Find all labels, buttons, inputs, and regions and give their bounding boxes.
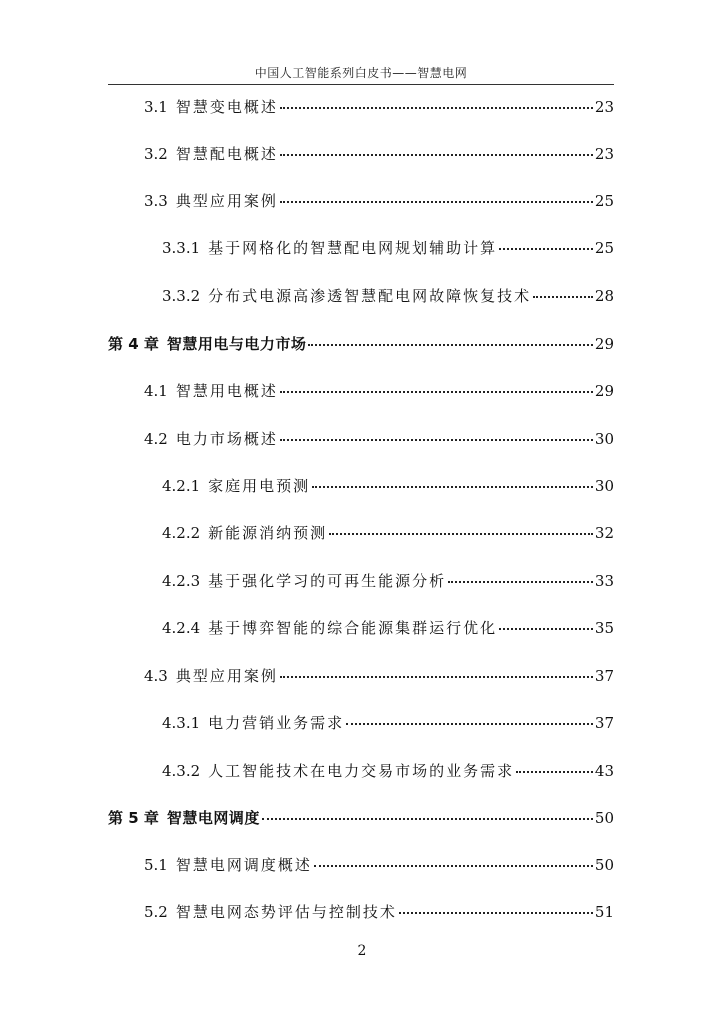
toc-number: 4.3.2	[162, 762, 201, 780]
toc-number: 4.2.4	[162, 619, 201, 637]
toc-title: 电力市场概述	[175, 430, 278, 448]
toc-number: 3.1	[144, 98, 168, 116]
dot-leader	[499, 247, 593, 250]
toc-entry-3-3-1[interactable]	[162, 237, 614, 259]
toc-title: 人工智能技术在电力交易市场的业务需求	[208, 762, 515, 780]
toc-number: 4.2.2	[162, 524, 201, 542]
toc-page: 29	[594, 335, 614, 353]
toc-number: 4.1	[144, 382, 168, 400]
toc-title: 典型应用案例	[175, 192, 278, 210]
toc-title: 家庭用电预测	[208, 477, 311, 495]
dot-leader	[280, 675, 593, 678]
toc-title: 基于博弈智能的综合能源集群运行优化	[208, 619, 498, 637]
toc-number: 第 4 章	[108, 335, 159, 353]
toc-entry-chapter-5[interactable]	[108, 807, 614, 829]
toc-entry-4-3-2[interactable]	[162, 760, 614, 782]
toc-page: 50	[594, 809, 614, 827]
toc-page: 30	[594, 477, 614, 495]
dot-leader	[448, 580, 593, 583]
toc-entry-4-3[interactable]	[144, 665, 614, 687]
dot-leader	[308, 343, 593, 346]
toc-page: 32	[594, 524, 614, 542]
toc-entry-4-2-3[interactable]	[162, 570, 614, 592]
toc-entry-3-1[interactable]	[144, 96, 614, 118]
toc-page: 35	[594, 619, 614, 637]
toc-title: 智慧用电概述	[175, 382, 278, 400]
toc-number: 4.3	[144, 667, 168, 685]
toc-title: 智慧电网态势评估与控制技术	[175, 903, 397, 921]
dot-leader	[499, 627, 593, 630]
toc-entry-chapter-4[interactable]	[108, 333, 614, 355]
toc-number: 4.2	[144, 430, 168, 448]
dot-leader	[533, 295, 593, 298]
toc-page: 50	[594, 856, 614, 874]
toc-number: 3.3	[144, 192, 168, 210]
toc-title: 电力营销业务需求	[208, 714, 345, 732]
toc-entry-4-1[interactable]	[144, 380, 614, 402]
toc-entry-4-3-1[interactable]	[162, 712, 614, 734]
dot-leader	[329, 532, 593, 535]
toc-page: 43	[594, 762, 614, 780]
toc-page: 23	[594, 98, 614, 116]
toc-page: 29	[594, 382, 614, 400]
toc-entry-3-3-2[interactable]	[162, 285, 614, 307]
toc-entry-4-2-1[interactable]	[162, 475, 614, 497]
toc-page: 30	[594, 430, 614, 448]
toc-number: 4.2.3	[162, 572, 201, 590]
toc-title: 典型应用案例	[175, 667, 278, 685]
dot-leader	[280, 200, 593, 203]
toc-entry-5-1[interactable]	[144, 854, 614, 876]
toc-entry-4-2[interactable]	[144, 428, 614, 450]
running-header: 中国人工智能系列白皮书——智慧电网	[254, 66, 468, 80]
dot-leader	[280, 153, 593, 156]
toc-number: 3.2	[144, 145, 168, 163]
toc-number: 3.3.2	[162, 287, 201, 305]
toc-page: 25	[594, 239, 614, 257]
dot-leader	[280, 390, 593, 393]
page-number: 2	[357, 943, 367, 959]
toc-number: 3.3.1	[162, 239, 201, 257]
toc-entry-4-2-4[interactable]	[162, 617, 614, 639]
dot-leader	[262, 817, 593, 820]
toc-title: 分布式电源高渗透智慧配电网故障恢复技术	[208, 287, 532, 305]
dot-leader	[346, 722, 593, 725]
toc-title: 基于网格化的智慧配电网规划辅助计算	[208, 239, 498, 257]
toc-page: 51	[594, 903, 614, 921]
toc-number: 5.2	[144, 903, 168, 921]
toc-number: 4.3.1	[162, 714, 201, 732]
toc-entry-5-2[interactable]	[144, 901, 614, 923]
dot-leader	[280, 106, 593, 109]
toc-number: 4.2.1	[162, 477, 201, 495]
toc-title: 智慧变电概述	[175, 98, 278, 116]
toc-page: 23	[594, 145, 614, 163]
dot-leader	[314, 864, 593, 867]
toc-title: 智慧用电与电力市场	[166, 335, 307, 353]
toc-entry-4-2-2[interactable]	[162, 522, 614, 544]
dot-leader	[399, 911, 593, 914]
toc-title: 新能源消纳预测	[208, 524, 328, 542]
toc-title: 智慧配电概述	[175, 145, 278, 163]
dot-leader	[312, 485, 593, 488]
toc-title: 基于强化学习的可再生能源分析	[208, 572, 447, 590]
toc-entry-3-3[interactable]	[144, 190, 614, 212]
toc-number: 第 5 章	[108, 809, 159, 827]
toc-title: 智慧电网调度概述	[175, 856, 312, 874]
toc-title: 智慧电网调度	[166, 809, 260, 827]
toc-page: 28	[594, 287, 614, 305]
toc-page: 25	[594, 192, 614, 210]
dot-leader	[516, 770, 593, 773]
toc-page: 37	[594, 667, 614, 685]
toc-page: 37	[594, 714, 614, 732]
toc-number: 5.1	[144, 856, 168, 874]
toc-page: 33	[594, 572, 614, 590]
toc-entry-3-2[interactable]	[144, 143, 614, 165]
dot-leader	[280, 438, 593, 441]
